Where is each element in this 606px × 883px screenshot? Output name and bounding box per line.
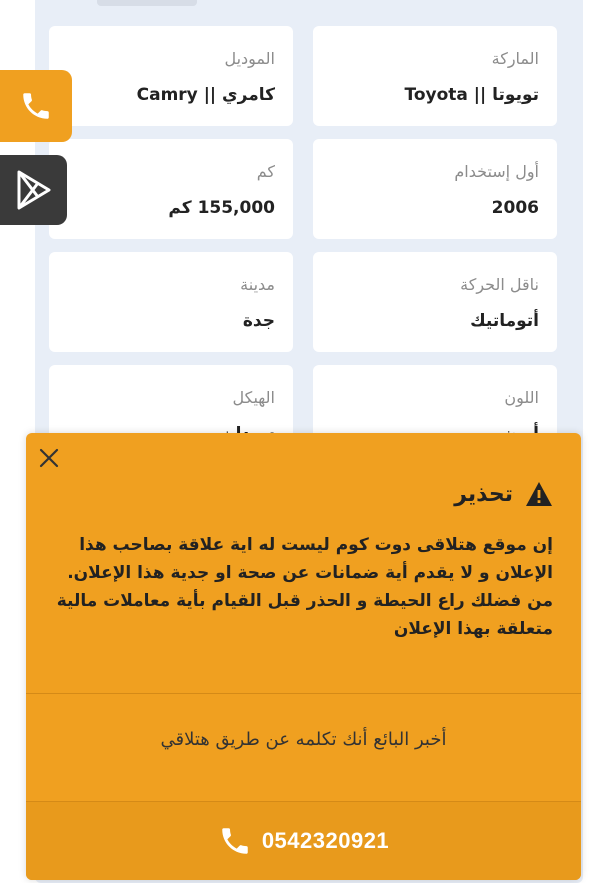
detail-card-city <box>49 252 293 352</box>
detail-label: أول إستخدام <box>454 162 539 181</box>
detail-label: الماركة <box>491 49 539 68</box>
phone-icon <box>19 89 53 123</box>
detail-value: تويوتا || Toyota <box>404 85 539 105</box>
warning-icon <box>525 481 553 507</box>
detail-label: ناقل الحركة <box>460 275 539 294</box>
detail-label: اللون <box>504 388 539 407</box>
warning-title: تحذير <box>454 481 513 507</box>
detail-label: كم <box>256 162 275 181</box>
detail-card-mileage <box>49 139 293 239</box>
tell-seller-text: أخبر البائع أنك تكلمه عن طريق هتلاقي <box>160 729 447 750</box>
warning-header <box>454 481 553 507</box>
phone-number: 0542320921 <box>261 828 390 853</box>
detail-value: أتوماتيك <box>470 311 539 331</box>
detail-value: 155,000 كم <box>168 198 275 218</box>
detail-value: 2006 <box>491 198 539 218</box>
detail-card-transmission <box>313 252 557 352</box>
phone-icon <box>218 824 252 858</box>
call-seller-button[interactable] <box>26 801 581 880</box>
detail-label: الموديل <box>224 49 275 68</box>
close-button[interactable] <box>36 445 62 471</box>
top-divider <box>97 0 477 6</box>
warning-message: إن موقع هتلاقى دوت كوم ليست له اية علاقة بصاحب هذا الإعلان و لا يقدم أية ضمانات عن صحة او جدية هذا الإعلان. من فضلك راع الحيطة و الحذر قبل القيام بأية معاملات مالية متعلقة بهذا الإعلان <box>56 535 553 639</box>
detail-card-brand <box>313 26 557 126</box>
divider <box>26 693 581 694</box>
detail-value: كامري || Camry <box>136 85 275 105</box>
side-play-store-button[interactable] <box>0 155 67 225</box>
close-icon <box>38 447 60 469</box>
detail-card-first-use <box>313 139 557 239</box>
side-call-button[interactable] <box>0 70 72 142</box>
detail-label: مدينة <box>240 275 275 294</box>
play-store-icon <box>14 169 54 211</box>
detail-card-model <box>49 26 293 126</box>
warning-dialog <box>26 433 581 880</box>
detail-value: جدة <box>242 311 275 331</box>
detail-label: الهيكل <box>232 388 275 407</box>
